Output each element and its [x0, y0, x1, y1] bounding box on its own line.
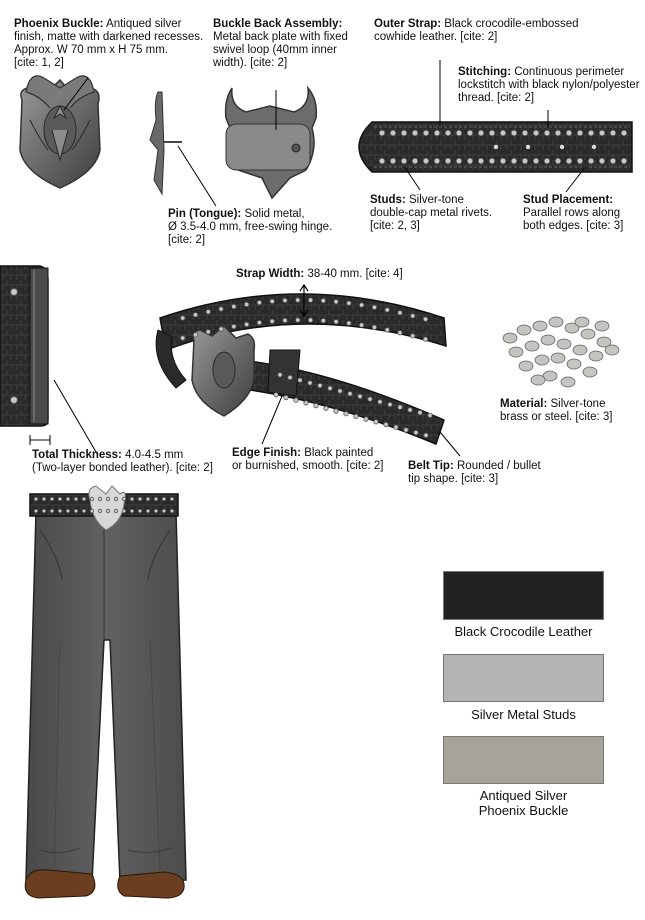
callout-line: Black painted	[304, 447, 374, 459]
callout-line: (Two-layer bonded leather). [cite: 2]	[32, 462, 213, 474]
stud	[219, 307, 223, 311]
callout-line: double-cap metal rivets.	[370, 207, 493, 219]
stud	[344, 412, 348, 416]
stud	[74, 497, 78, 501]
stud	[398, 331, 402, 335]
stud	[456, 158, 462, 164]
stud	[379, 158, 385, 164]
stud	[404, 428, 408, 432]
stud	[296, 298, 300, 302]
callout-line: tip shape. [cite: 3]	[408, 473, 499, 485]
stud	[122, 497, 126, 501]
loose-stud	[519, 361, 533, 371]
stud	[42, 509, 46, 513]
loose-stud	[503, 333, 517, 343]
stud	[385, 328, 389, 332]
stud	[90, 509, 94, 513]
loose-stud	[583, 367, 597, 377]
stud	[354, 414, 358, 418]
loose-stud	[557, 339, 571, 349]
loose-stud	[517, 325, 531, 335]
stud	[328, 386, 332, 390]
stud	[146, 509, 150, 513]
callout-total-thickness	[32, 449, 213, 475]
stud	[42, 497, 46, 501]
stud	[181, 336, 185, 340]
loose-stud	[605, 345, 619, 355]
stud	[588, 130, 594, 136]
stud	[193, 313, 197, 317]
callout-line: 4.0-4.5 mm	[125, 449, 184, 461]
stud	[411, 314, 415, 318]
stud	[334, 299, 338, 303]
loose-stud	[573, 345, 587, 355]
stud	[270, 319, 274, 323]
stud	[411, 334, 415, 338]
stud	[106, 509, 110, 513]
belt-hole	[526, 145, 530, 149]
stud	[66, 497, 70, 501]
stud	[364, 417, 368, 421]
stud	[385, 308, 389, 312]
stud	[374, 420, 378, 424]
loose-stud	[581, 329, 595, 339]
coiled-belt	[156, 294, 446, 444]
callout-line: [cite: 2, 3]	[370, 220, 420, 232]
stud	[257, 320, 261, 324]
callout-studs	[370, 194, 492, 233]
loose-stud	[589, 351, 603, 361]
buckle-back-assembly	[226, 88, 317, 198]
callout-line: or burnished, smooth. [cite: 2]	[232, 460, 384, 472]
stud	[294, 398, 298, 402]
stud	[304, 401, 308, 405]
stud	[138, 497, 142, 501]
callout-line: Silver-tone	[408, 194, 464, 206]
callout-line: finish, matte with darkened recesses.	[14, 31, 204, 43]
stud	[284, 395, 288, 399]
stud	[219, 327, 223, 331]
stud	[414, 430, 418, 434]
stud	[384, 422, 388, 426]
callout-line: [cite: 1, 2]	[14, 57, 64, 69]
stud	[378, 400, 382, 404]
stud	[610, 130, 616, 136]
stud	[533, 158, 539, 164]
stud	[98, 497, 102, 501]
callout-line: Parallel rows along	[523, 207, 621, 219]
stud	[428, 413, 432, 417]
stud	[544, 130, 550, 136]
stud	[566, 130, 572, 136]
stud	[555, 158, 561, 164]
loose-stud	[595, 321, 609, 331]
stud	[398, 311, 402, 315]
stud	[511, 158, 517, 164]
stud	[522, 158, 528, 164]
stud	[162, 497, 166, 501]
callout-buckle-back	[213, 18, 348, 70]
stud	[398, 405, 402, 409]
stud	[368, 397, 372, 401]
stud	[372, 305, 376, 309]
callout-phoenix-buckle	[14, 18, 203, 70]
stud	[599, 158, 605, 164]
stud	[621, 158, 627, 164]
swatch-label-line: Antiqued Silver	[479, 788, 568, 803]
stud	[423, 337, 427, 341]
stud	[401, 130, 407, 136]
stud	[334, 409, 338, 413]
stud	[318, 383, 322, 387]
stud	[423, 130, 429, 136]
stud	[298, 378, 302, 382]
callout-stitching-title: Stitching:	[458, 66, 512, 78]
loose-stud	[533, 321, 547, 331]
belt-hole	[560, 145, 564, 149]
stud	[154, 509, 158, 513]
loose-stud	[575, 317, 589, 327]
stud	[181, 316, 185, 320]
stud	[90, 497, 94, 501]
swatch-label-line: Phoenix Buckle	[478, 803, 569, 818]
stud	[467, 130, 473, 136]
stud	[270, 299, 274, 303]
stud	[423, 317, 427, 321]
stud	[74, 509, 78, 513]
stud	[412, 158, 418, 164]
callout-stud-placement-title: Stud Placement:	[523, 194, 614, 206]
loose-stud	[541, 335, 555, 345]
callout-line: Ø 3.5-4.0 mm, free-swing hinge.	[168, 221, 333, 233]
stud	[418, 410, 422, 414]
callout-line: 38-40 mm. [cite: 4]	[307, 268, 403, 280]
callout-belt-tip-title: Belt Tip:	[408, 460, 454, 472]
stud	[394, 425, 398, 429]
stud	[533, 130, 539, 136]
stud	[314, 403, 318, 407]
loose-stud	[551, 353, 565, 363]
stud	[283, 298, 287, 302]
callout-line: Black crocodile-embossed	[444, 18, 579, 30]
callout-edge-finish-title: Edge Finish:	[232, 447, 301, 459]
stud	[338, 389, 342, 393]
stud	[456, 130, 462, 136]
stud	[308, 298, 312, 302]
stud	[359, 303, 363, 307]
stud	[58, 509, 62, 513]
stud	[372, 325, 376, 329]
stud	[489, 130, 495, 136]
stud	[130, 509, 134, 513]
stud	[50, 497, 54, 501]
swatch-antiqued-silver	[443, 736, 604, 784]
stud	[390, 158, 396, 164]
stud	[424, 433, 428, 437]
swatch-label: Black Crocodile Leather	[454, 624, 593, 639]
stud	[206, 330, 210, 334]
stud	[50, 509, 54, 513]
stud	[274, 393, 278, 397]
swatch-black-crocodile-leather	[443, 571, 604, 620]
stud	[170, 497, 174, 501]
stud	[162, 509, 166, 513]
belt-hole	[494, 145, 498, 149]
callout-stud-placement	[523, 194, 623, 233]
stud	[588, 158, 594, 164]
stud	[522, 130, 528, 136]
stud	[98, 509, 102, 513]
stud	[278, 373, 282, 377]
stud	[408, 408, 412, 412]
callout-line: both edges. [cite: 3]	[523, 220, 624, 232]
stud	[445, 158, 451, 164]
loose-studs	[503, 317, 619, 387]
stud	[34, 509, 38, 513]
stud	[283, 318, 287, 322]
stud	[544, 158, 550, 164]
stud	[114, 509, 118, 513]
stud	[348, 392, 352, 396]
stud	[478, 130, 484, 136]
callout-line: Approx. W 70 mm x H 75 mm.	[14, 44, 169, 56]
stud	[82, 509, 86, 513]
stud	[390, 130, 396, 136]
callout-studs-title: Studs:	[370, 194, 406, 206]
stud	[423, 158, 429, 164]
stud	[489, 158, 495, 164]
thickness-cross-section	[0, 266, 48, 426]
stud	[308, 381, 312, 385]
callout-pin	[168, 208, 332, 247]
callout-strap-width	[236, 268, 403, 281]
stud	[288, 375, 292, 379]
stud	[58, 497, 62, 501]
stud	[244, 322, 248, 326]
stud	[82, 497, 86, 501]
stud	[577, 158, 583, 164]
callout-outer-strap	[374, 18, 579, 44]
stud	[599, 130, 605, 136]
stud	[296, 318, 300, 322]
stud	[359, 323, 363, 327]
callout-pin-title: Pin (Tongue):	[168, 208, 242, 220]
stud	[146, 497, 150, 501]
phoenix-buckle-front	[20, 76, 100, 188]
loose-stud	[525, 341, 539, 351]
stud	[154, 497, 158, 501]
callout-line: swivel loop (40mm inner	[213, 44, 337, 56]
trousers-figure	[25, 486, 186, 898]
callout-line: [cite: 2]	[168, 234, 206, 246]
stud	[478, 158, 484, 164]
stud	[434, 130, 440, 136]
stud	[334, 319, 338, 323]
stud	[412, 130, 418, 136]
callout-material-title: Material:	[500, 398, 548, 410]
callout-line: lockstitch with black nylon/polyester	[458, 79, 640, 91]
stud	[206, 310, 210, 314]
stud	[566, 158, 572, 164]
stud	[321, 298, 325, 302]
callout-material	[500, 398, 613, 424]
loose-stud	[535, 355, 549, 365]
callout-strap-width-title: Strap Width:	[236, 268, 305, 280]
stud	[130, 497, 134, 501]
callout-line: Continuous perimeter	[514, 66, 625, 78]
stud	[555, 130, 561, 136]
callout-stitching	[458, 66, 640, 105]
stud	[500, 158, 506, 164]
stud	[321, 318, 325, 322]
stud	[122, 509, 126, 513]
stud	[379, 130, 385, 136]
swatch-silver-metal-studs	[443, 654, 604, 702]
loose-stud	[567, 359, 581, 369]
callout-line: Antiqued silver	[106, 18, 182, 30]
callout-line: width). [cite: 2]	[213, 57, 288, 69]
callout-line: brass or steel. [cite: 3]	[500, 411, 613, 423]
callout-line: thread. [cite: 2]	[458, 92, 535, 104]
stud	[621, 130, 627, 136]
callout-line: cowhide leather. [cite: 2]	[374, 31, 498, 43]
stud	[170, 509, 174, 513]
stud	[577, 130, 583, 136]
stud	[34, 497, 38, 501]
stud	[308, 318, 312, 322]
stud	[66, 509, 70, 513]
stud	[445, 130, 451, 136]
stud	[114, 497, 118, 501]
stud	[193, 333, 197, 337]
stud	[347, 321, 351, 325]
loose-stud	[549, 317, 563, 327]
stud	[610, 158, 616, 164]
swatch-label	[433, 788, 614, 818]
stud	[358, 394, 362, 398]
belt-hole	[592, 145, 596, 149]
loose-stud	[531, 375, 545, 385]
callout-outer-strap-title: Outer Strap:	[374, 18, 442, 30]
stud	[511, 130, 517, 136]
callout-buckle-back-title: Buckle Back Assembly:	[213, 18, 343, 30]
callout-line: Rounded / bullet	[457, 460, 541, 472]
stud	[324, 406, 328, 410]
stud	[257, 300, 261, 304]
stud	[232, 324, 236, 328]
stud	[401, 158, 407, 164]
stud	[232, 304, 236, 308]
loose-stud	[509, 347, 523, 357]
stud	[347, 301, 351, 305]
callout-belt-tip	[408, 460, 541, 486]
callout-edge-finish	[232, 447, 384, 473]
stud	[500, 130, 506, 136]
buckle-side-view	[150, 92, 182, 194]
stud	[434, 158, 440, 164]
callout-line: Solid metal,	[244, 208, 305, 220]
callout-phoenix-buckle-title: Phoenix Buckle:	[14, 18, 104, 30]
stud	[138, 509, 142, 513]
stud	[244, 302, 248, 306]
stud	[106, 497, 110, 501]
callout-total-thickness-title: Total Thickness:	[32, 449, 122, 461]
stud	[388, 402, 392, 406]
swatch-label: Silver Metal Studs	[471, 707, 576, 722]
callout-line: Metal back plate with fixed	[213, 31, 348, 43]
loose-stud	[561, 377, 575, 387]
callout-line: Silver-tone	[550, 398, 606, 410]
stud	[467, 158, 473, 164]
